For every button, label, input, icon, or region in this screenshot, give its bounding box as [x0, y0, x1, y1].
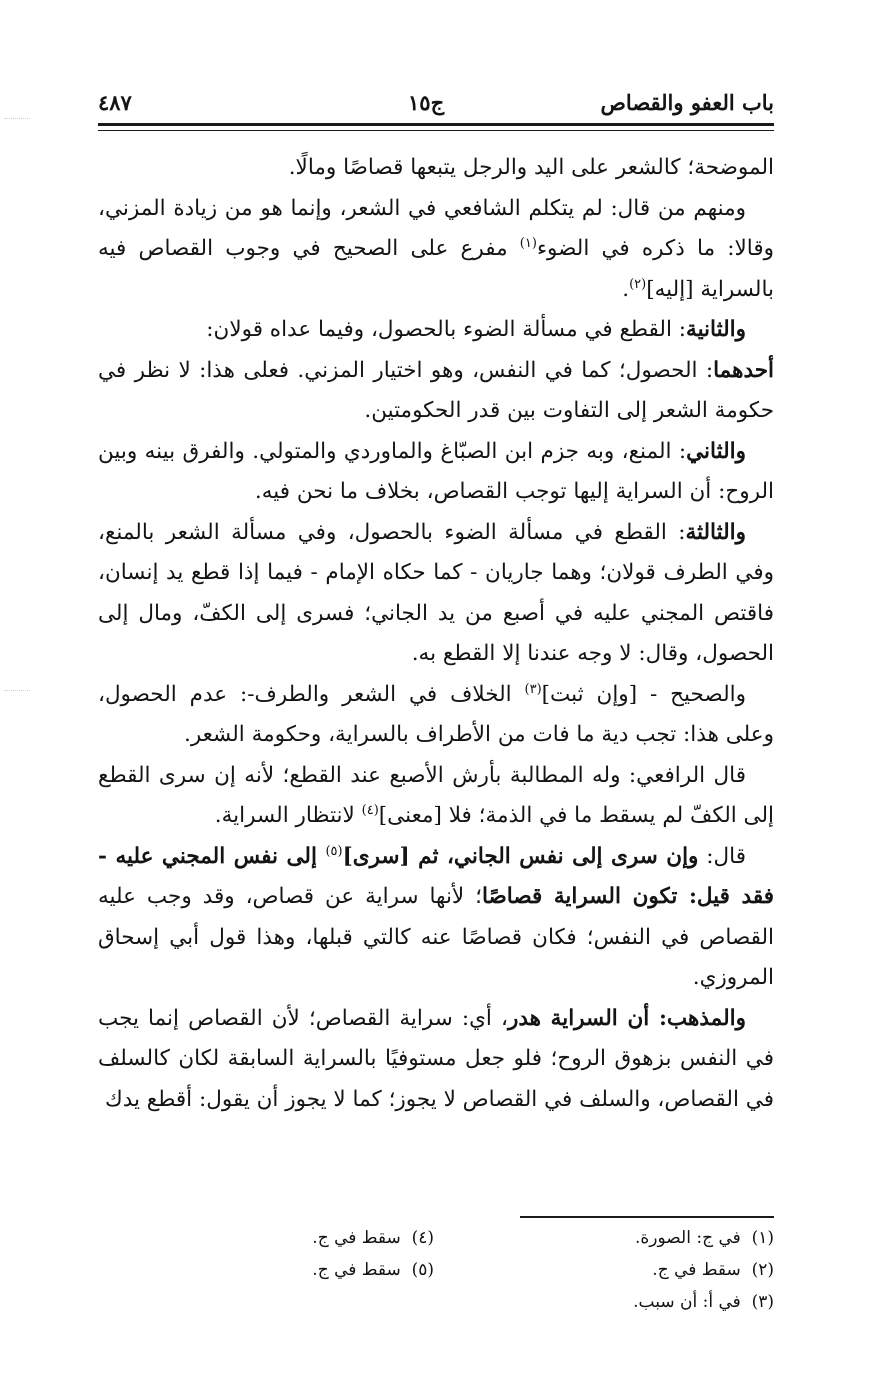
- paragraph-text: لانتظار السراية.: [214, 803, 362, 828]
- paragraph: [98, 432, 774, 513]
- lead-term: والثالثة: [685, 519, 746, 545]
- paragraph-text: الموضحة؛ كالشعر على اليد والرجل يتبعها قصاصًا ومالًا.: [288, 155, 774, 180]
- header-rule-thick: [98, 123, 774, 126]
- paragraph: [98, 999, 774, 1121]
- footnote: [312, 1228, 434, 1248]
- footnote-text: سقط في ج.: [312, 1228, 401, 1248]
- footnote-text: سقط في ج.: [312, 1260, 401, 1280]
- chapter-title: باب العفو والقصاص: [600, 90, 774, 115]
- paragraph-text: ومنهم من قال: لم يتكلم الشافعي في الشعر، وإنما هو من زيادة المزني، وقالا: ما ذكره في الضوء: [98, 195, 774, 261]
- margin-mark: [4, 118, 30, 119]
- footnote-number: (٢): [751, 1260, 774, 1280]
- footnote-ref: (٣): [524, 681, 542, 697]
- footnote-ref: (١): [519, 235, 537, 251]
- paragraph-text: : القطع في مسألة الضوء بالحصول، وفيما عداه قولان:: [206, 317, 687, 342]
- paragraph-text: : الحصول؛ كما في النفس، وهو اختيار المزني. فعلى هذا: لا نظر في حكومة الشعر إلى التفاوت بين قدر الحكومتين.: [98, 357, 774, 423]
- footnote-text: في ج: الصورة.: [635, 1228, 741, 1248]
- paragraph: [98, 513, 774, 675]
- paragraph-text: الخلاف في الشعر والطرف-: عدم الحصول، وعلى هذا: تجب دية ما فات من الأطراف بالسراية، وحكومة الشعر.: [98, 681, 774, 747]
- footnote-number: (٥): [411, 1260, 434, 1280]
- paragraph: [98, 310, 774, 351]
- lead-term: أحدهما: [713, 357, 774, 383]
- matn-text: وإن سرى إلى نفس الجاني، ثم [سرى]: [342, 843, 699, 869]
- margin-mark: [4, 690, 30, 691]
- footnote: [633, 1292, 774, 1312]
- lead-term: والمذهب: [666, 1005, 746, 1031]
- footnote-ref: (٥): [325, 843, 343, 859]
- paragraph-text: قال الرافعي: وله المطالبة بأرش الأصبع عند القطع؛ لأنه إن سرى القطع إلى الكفّ لم يسقط ما في الذمة؛ فلا [معنى]: [98, 762, 774, 828]
- lead-term: والثانية: [686, 317, 746, 342]
- paragraph: [98, 837, 774, 999]
- lead-term: والثاني: [686, 438, 746, 464]
- footnote-text: سقط في ج.: [652, 1260, 741, 1280]
- footnote-text: في أ: أن سبب.: [633, 1292, 741, 1312]
- running-header: [98, 84, 774, 124]
- footnote-number: (٤): [411, 1228, 434, 1248]
- page-number: ٤٨٧: [98, 90, 132, 115]
- footnote-ref: (٢): [629, 276, 647, 292]
- paragraph-text: قال:: [698, 843, 747, 869]
- header-rule-thin: [98, 130, 774, 131]
- footnote: [312, 1260, 434, 1280]
- matn-text: : أن السراية هدر: [507, 1005, 667, 1031]
- footnote-ref: (٤): [361, 802, 379, 818]
- paragraph: [98, 351, 774, 432]
- paragraph-text: : المنع، وبه جزم ابن الصبّاغ والماوردي والمتولي. والفرق بينه وبين الروح: أن السراية إليها توجب القصاص، بخلاف ما نحن فيه.: [98, 438, 774, 504]
- paragraph: [98, 756, 774, 837]
- main-text: [98, 148, 774, 1120]
- footnote-number: (١): [751, 1228, 774, 1248]
- footnote: [635, 1228, 774, 1248]
- footnote-rule: [520, 1216, 774, 1218]
- volume-label: ج١٥: [408, 90, 445, 115]
- paragraph-text: مفرع على الصحيح في وجوب القصاص فيه بالسراية [إليه]: [98, 236, 774, 302]
- paragraph-text: ، أي: سراية القصاص؛ لأن القصاص إنما يجب في النفس بزهوق الروح؛ فلو جعل مستوفيًا بالسراية السابقة لكان كالسلف في القصاص، والسلف في القصاص لا يجوز؛ كما لا يجوز أن يقول: أقطع يدك: [98, 1005, 774, 1112]
- paragraph: [98, 675, 774, 756]
- paragraph: [98, 148, 774, 189]
- matn-text: إلى نفس المجني عليه - فقد قيل: تكون السراية قصاصًا: [98, 843, 774, 909]
- paragraph: [98, 189, 774, 311]
- paragraph-text: ؛ لأنها سراية عن قصاص، وقد وجب عليه القصاص في النفس؛ فكان قصاصًا عنه كالتي قبلها، وهذا قول أبي إسحاق المروزي.: [98, 884, 774, 990]
- paragraph-text: .: [622, 276, 630, 302]
- paragraph-text: والصحيح - [وإن ثبت]: [541, 681, 746, 707]
- footnote: [652, 1260, 774, 1280]
- paragraph-text: : القطع في مسألة الضوء بالحصول، وفي مسألة الشعر بالمنع، وفي الطرف قولان؛ وهما جاريان - كما حكاه الإمام - فيما إذا قطع يد إنسان، فاقتص المجني عليه في أصبع من يد الجاني؛ فسرى إلى الكفّ، ومال إلى الحصول، وقال: لا وجه عندنا إلا القطع به.: [98, 519, 774, 666]
- footnote-number: (٣): [751, 1292, 774, 1312]
